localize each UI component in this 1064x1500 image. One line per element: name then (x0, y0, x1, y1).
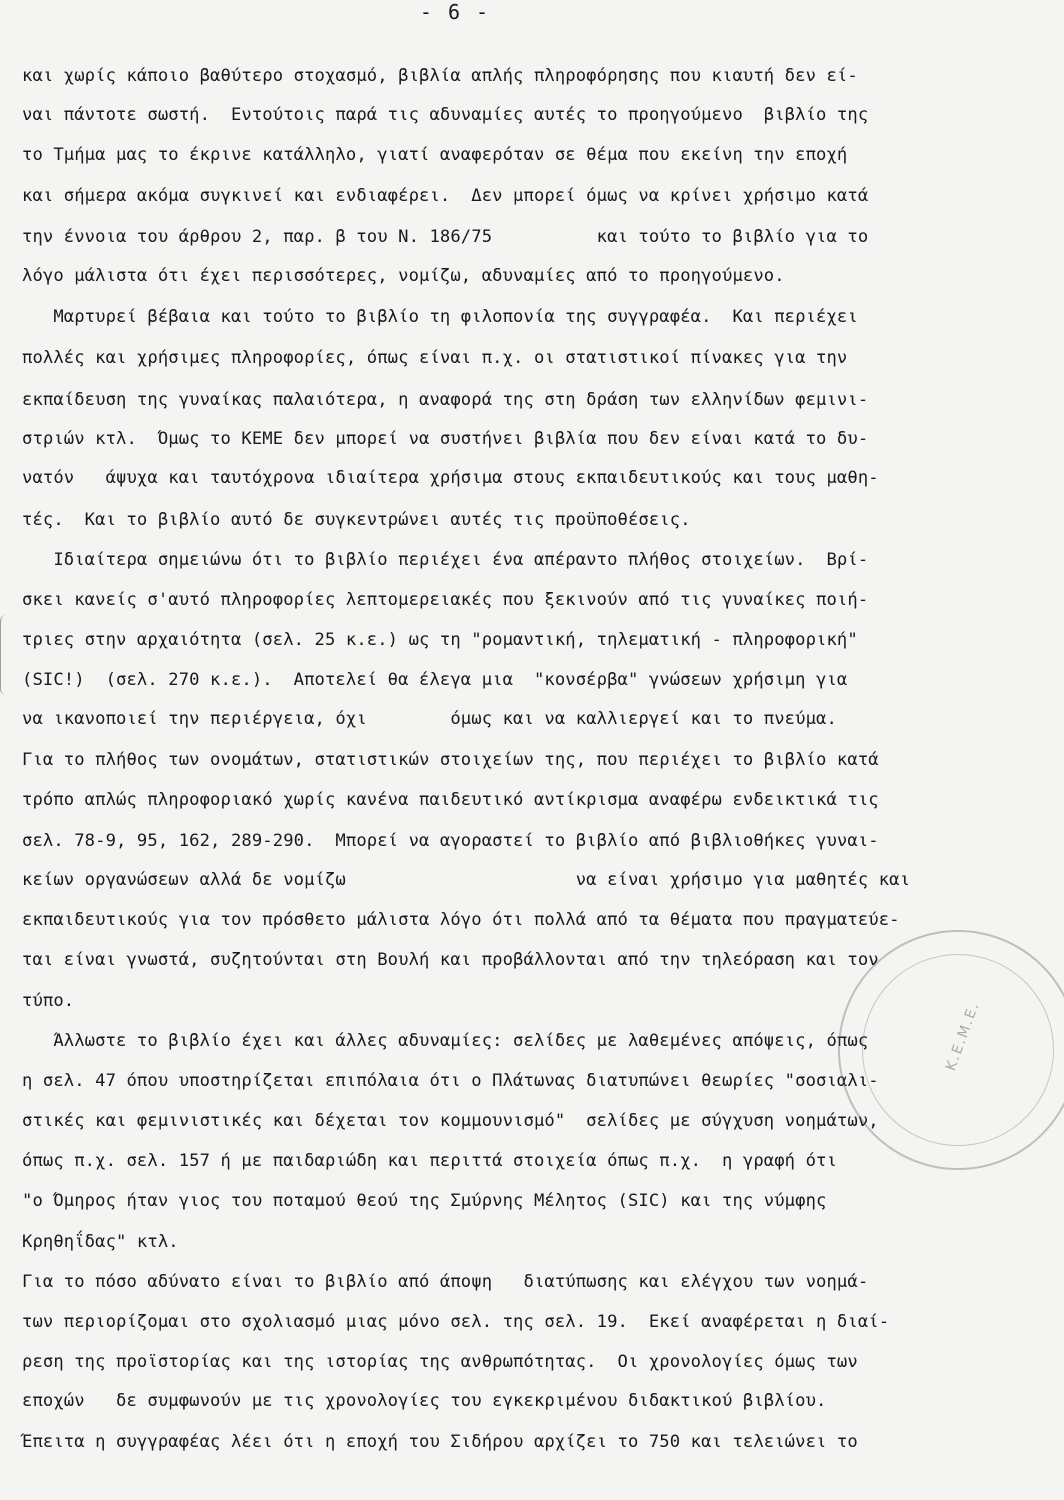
text-line: των περιορίζομαι στο σχολιασμό μιας μόνο σελ. της σελ. 19. Εκεί αναφέρεται η διαί- (22, 1312, 890, 1332)
text-line: τές. Και το βιβλίο αυτό δε συγκεντρώνει αυτές τις προϋποθέσεις. (22, 510, 691, 530)
text-line: Για το πόσο αδύνατο είναι το βιβλίο από άποψη διατύπωσης και ελέγχου των νοημά- (22, 1272, 869, 1292)
official-seal-stamp (838, 930, 1064, 1170)
text-line: νατόν άψυχα και ταυτόχρονα ιδιαίτερα χρήσιμα στους εκπαιδευτικούς και τους μαθη- (22, 468, 879, 488)
text-line: (SIC!) (σελ. 270 κ.ε.). Αποτελεί θα έλεγα μια "κονσέρβα" γνώσεων χρήσιμη για (22, 670, 848, 690)
text-line: λόγο μάλιστα ότι έχει περισσότερες, νομίζω, αδυναμίες από το προηγούμενο. (22, 266, 785, 286)
text-line: τύπο. (22, 991, 75, 1011)
text-line: εκπαίδευση της γυναίκας παλαιότερα, η αναφορά της στη δράση των ελληνίδων φεμινι- (22, 390, 869, 410)
text-line: Άλλωστε το βιβλίο έχει και άλλες αδυναμίες: σελίδες με λαθεμένες απόψεις, όπως (22, 1031, 869, 1051)
text-line: κείων οργανώσεων αλλά δε νομίζω να είναι χρήσιμο για μαθητές και (22, 870, 911, 890)
text-line: σελ. 78-9, 95, 162, 289-290. Μπορεί να αγοραστεί το βιβλίο από βιβλιοθήκες γυναι- (22, 831, 879, 851)
text-line: Για το πλήθος των ονομάτων, στατιστικών στοιχείων της, που περιέχει το βιβλίο κατά (22, 750, 879, 770)
text-line: και σήμερα ακόμα συγκινεί και ενδιαφέρει. Δεν μπορεί όμως να κρίνει χρήσιμο κατά (22, 186, 869, 206)
text-line: και χωρίς κάποιο βαθύτερο στοχασμό, βιβλία απλής πληροφόρησης που κιαυτή δεν εί- (22, 66, 858, 86)
text-line: όπως π.χ. σελ. 157 ή με παιδαριώδη και περιττά στοιχεία όπως π.χ. η γραφή ότι (22, 1151, 837, 1171)
text-line: ται είναι γνωστά, συζητούνται στη Βουλή και προβάλλονται από την τηλεόραση και τον (22, 950, 879, 970)
text-line: Ιδιαίτερα σημειώνω ότι το βιβλίο περιέχει ένα απέραντο πλήθος στοιχείων. Βρί- (22, 550, 869, 570)
text-line: ναι πάντοτε σωστή. Εντούτοις παρά τις αδυναμίες αυτές το προηγούμενο βιβλίο της (22, 105, 869, 125)
stamp-label: Κ.Ε.Μ.Ε. (943, 999, 983, 1073)
text-line: στριών κτλ. Όμως το ΚΕΜΕ δεν μπορεί να συστήνει βιβλία που δεν είναι κατά το δυ- (22, 429, 869, 449)
text-line: τρόπο απλώς πληροφοριακό χωρίς κανένα παιδευτικό αντίκρισμα αναφέρω ενδεικτικά τις (22, 790, 879, 810)
text-line: να ικανοποιεί την περιέργεια, όχι όμως και να καλλιεργεί και το πνεύμα. (22, 709, 837, 729)
text-line: σκει κανείς σ'αυτό πληροφορίες λεπτομερειακές που ξεκινούν από τις γυναίκες ποιή- (22, 590, 869, 610)
text-line: η σελ. 47 όπου υποστηρίζεται επιπόλαια ότι ο Πλάτωνας διατυπώνει θεωρίες "σοσιαλι- (22, 1071, 879, 1091)
text-line: εποχών δε συμφωνούν με τις χρονολογίες του εγκεκριμένου διδακτικού βιβλίου. (22, 1391, 827, 1411)
text-line: Μαρτυρεί βέβαια και τούτο το βιβλίο τη φιλοπονία της συγγραφέα. Και περιέχει (22, 307, 858, 327)
text-line: Κρηθηΐδας" κτλ. (22, 1232, 179, 1252)
text-line: πολλές και χρήσιμες πληροφορίες, όπως είναι π.χ. οι στατιστικοί πίνακες για την (22, 348, 848, 368)
text-line: ρεση της προϊστορίας και της ιστορίας της ανθρωπότητας. Οι χρονολογίες όμως των (22, 1352, 858, 1372)
text-line: στικές και φεμινιστικές και δέχεται τον κομμουνισμό" σελίδες με σύγχυση νοημάτων, (22, 1111, 879, 1131)
text-line: Έπειτα η συγγραφέας λέει ότι η εποχή του Σιδήρου αρχίζει το 750 και τελειώνει το (22, 1432, 858, 1452)
text-line: "ο Όμηρος ήταν γιος του ποταμού θεού της Σμύρνης Μέλητος (SIC) και της νύμφης (22, 1191, 827, 1211)
text-line: την έννοια του άρθρου 2, παρ. β του Ν. 186/75 και τούτο το βιβλίο για το (22, 227, 869, 247)
text-line: εκπαιδευτικούς για τον πρόσθετο μάλιστα λόγο ότι πολλά από τα θέματα που πραγματεύε- (22, 910, 900, 930)
text-line: τριες στην αρχαιότητα (σελ. 25 κ.ε.) ως τη "ρομαντική, τηλεματική - πληροφορική" (22, 630, 858, 650)
scan-binding-mark (0, 615, 7, 695)
text-line: το Τμήμα μας το έκρινε κατάλληλο, γιατί αναφερόταν σε θέμα που εκείνη την εποχή (22, 145, 848, 165)
page-number: - 6 - (419, 0, 491, 24)
